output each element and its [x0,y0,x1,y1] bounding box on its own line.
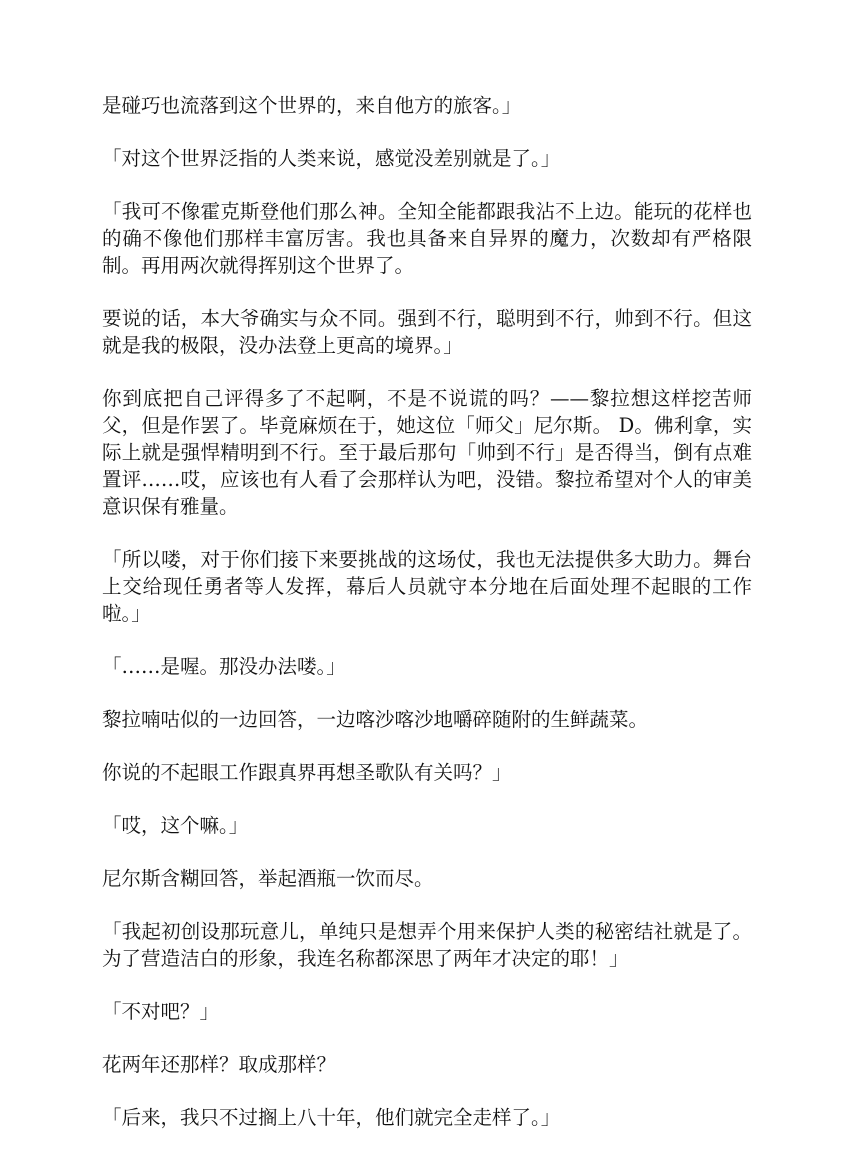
paragraph-9: 你说的不起眼工作跟真界再想圣歌队有关吗？」 [102,761,512,784]
paragraph-10: 「哎，这个嘛。」 [102,814,249,837]
paragraph-11: 尼尔斯含糊回答，举起酒瓶一饮而尽。 [102,867,434,890]
paragraph-12: 「我起初创设那玩意儿，单纯只是想弄个用来保护人类的秘密结社就是了。为了营造洁白的形象，我连名称都深思了两年才决定的耶！」 [102,920,752,970]
paragraph-13: 「不对吧？」 [102,1000,220,1023]
paragraph-14: 花两年还那样？取成那样？ [102,1053,337,1076]
paragraph-3: 「我可不像霍克斯登他们那么神。全知全能都跟我沾不上边。能玩的花样也的确不像他们那样丰富厉害。我也具备来自异界的魔力，次数却有严格限制。再用两次就得挥别这个世界了。 [102,200,752,277]
paragraph-15: 「后来，我只不过搁上八十年，他们就完全走样了。」 [102,1106,561,1129]
paragraph-5: 你到底把自己评得多了不起啊，不是不说谎的吗？——黎拉想这样挖苦师父，但是作罢了。毕竟麻烦在于，她这位「师父」尼尔斯。 D。佛利拿，实际上就是强悍精明到不行。至于最后那句「帅到不行」是否得当，倒有点难置评……哎，应该也有人看了会那样认为吧，没错。黎拉希望对个人的审美意识保有雅量。 [102,387,752,518]
paragraph-4: 要说的话，本大爷确实与众不同。强到不行，聪明到不行，帅到不行。但这就是我的极限，没办法登上更高的境界。」 [102,307,752,357]
paragraph-2: 「对这个世界泛指的人类来说，感觉没差别就是了。」 [102,147,561,170]
paragraph-6: 「所以喽，对于你们接下来要挑战的这场仗，我也无法提供多大助力。舞台上交给现任勇者等人发挥，幕后人员就守本分地在后面处理不起眼的工作啦。」 [102,548,752,625]
paragraph-8: 黎拉喃咕似的一边回答，一边喀沙喀沙地嚼碎随附的生鲜蔬菜。 [102,708,649,731]
paragraph-7: 「……是喔。那没办法喽。」 [102,655,346,678]
body-text-column [102,92,752,1157]
paragraph-1: 是碰巧也流落到这个世界的，来自他方的旅客。」 [102,94,522,117]
